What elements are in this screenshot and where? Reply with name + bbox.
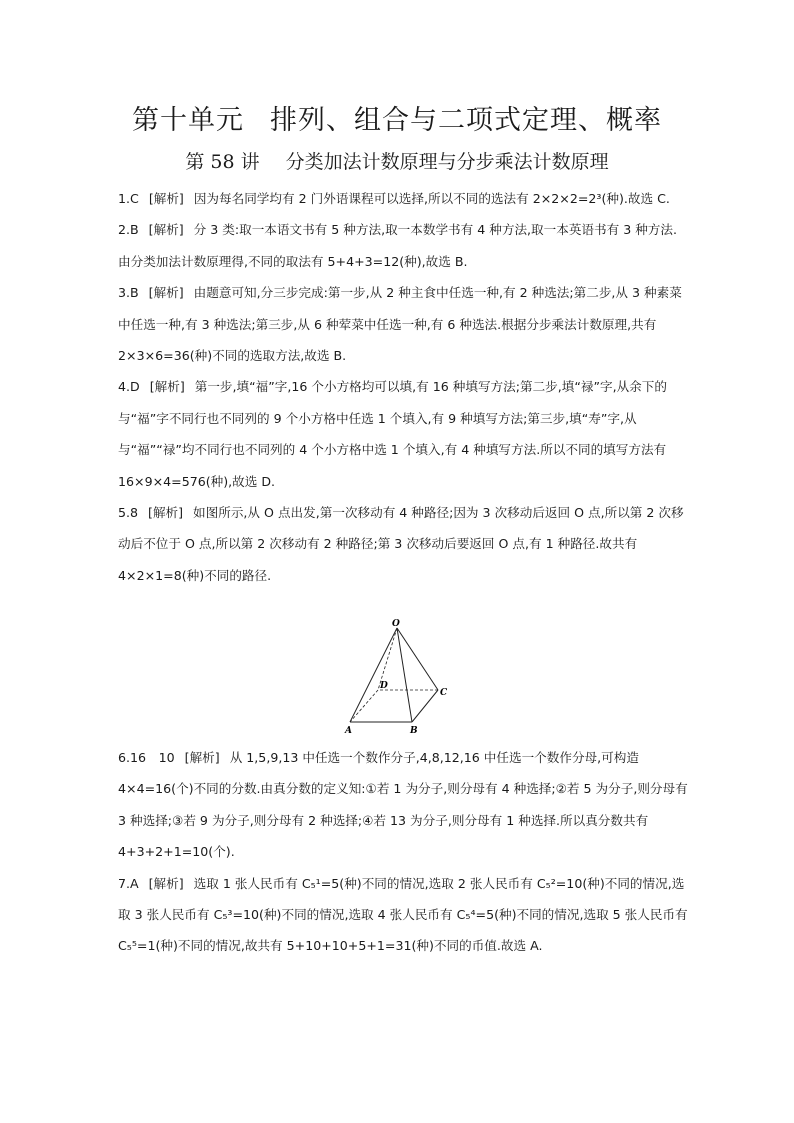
edge-oc [397,628,438,690]
edge-bc [412,690,438,722]
analysis-tag: [解析] [148,191,184,206]
answer-text: 因为每名同学均有 2 门外语课程可以选择,所以不同的选法有 2×2×2=2³(种).故选 C. [193,191,670,206]
answer-id: 7.A [118,875,139,891]
analysis-tag: [解析] [149,379,185,395]
answer-id: 3.B [118,285,139,301]
answer-id: 5.8 [118,505,139,521]
unit-title [0,98,794,137]
answer-text: 从 1,5,9,13 中任选一个数作分子,4,8,12,16 中任选一个数作分母,可构造 4×4=16(个)不同的分数.由真分数的定义知:①若 1 为分子,则分母有 4 种选择;②若 5 为分子,则分母有 3 种选择;③若 9 为分子,则分母有 2 种选择;④若 13 为分子,则分母有 1 种选择.所以真分数共有 4+3+2+1=10(个). [118,750,688,860]
edge-ob [397,628,412,722]
answer-text: 分 3 类:取一本语文书有 5 种方法,取一本数学书有 4 种方法,取一本英语书有 3 种方法.由分类加法计数原理得,不同的取法有 5+4+3=12(种),故选 B. [118,222,678,269]
answer-id: 2.B [118,222,139,238]
edge-oa [350,628,397,722]
answer-item [118,497,688,591]
answer-text: 选取 1 张人民币有 C₅¹=5(种)不同的情况,选取 2 张人民币有 C₅²=10(种)不同的情况,选取 3 张人民币有 C₅³=10(种)不同的情况,选取 4 张人民币有 C₅⁴=5(种)不同的情况,选取 5 张人民币有 C₅⁵=1(种)不同的情况,故共有 5+10+10+5+1=31(种)不同的币值.故选 A. [118,875,688,954]
answer-item [118,371,688,497]
answer-item [118,277,688,371]
vertex-label-b: B [410,726,418,736]
answer-text: 由题意可知,分三步完成:第一步,从 2 种主食中任选一种,有 2 种选法;第二步,从 3 种素菜中任选一种,有 3 种选法;第三步,从 6 种荤菜中任选一种,有 6 种选法.根据分步乘法计数原理,共有 2×3×6=36(种)不同的选取方法,故选 B. [118,285,682,364]
analysis-tag: [解析] [184,750,220,765]
unit-title-topic: 排列、组合与二项式定理、概率 [270,105,662,136]
pyramid-diagram [340,618,454,738]
answer-item [118,742,688,868]
lecture-name: 分类加法计数原理与分步乘法计数原理 [285,151,609,173]
lecture-number: 第 58 讲 [185,151,260,173]
answer-id: 1.C [118,191,139,206]
vertex-label-o: O [392,619,400,629]
analysis-tag: [解析] [148,875,184,891]
analysis-tag: [解析] [148,505,184,521]
answer-text: 如图所示,从 O 点出发,第一次移动有 4 种路径;因为 3 次移动后返回 O 点,所以第 2 次移动后不位于 O 点,所以第 2 次移动有 2 种路径;第 3 次移动后要返回 O 点,有 1 种路径.故共有 4×2×1=8(种)不同的路径. [118,505,684,583]
answer-id: 4.D [118,379,140,395]
vertex-label-c: C [440,688,448,698]
answer-item [118,214,688,277]
answer-id: 6.16 10 [118,750,175,765]
pyramid-figure [340,618,454,738]
answer-list-continued [118,742,688,962]
unit-title-number: 第十单元 [132,105,244,136]
vertex-label-d: D [380,681,388,691]
answer-item [118,868,688,962]
answer-item [118,183,688,214]
answer-list [118,183,688,591]
analysis-tag: [解析] [148,285,184,301]
vertex-label-a: A [345,726,352,736]
analysis-tag: [解析] [148,222,184,238]
lecture-title [0,147,794,174]
answer-text: 第一步,填“福”字,16 个小方格均可以填,有 16 种填写方法;第二步,填“禄”字,从余下的与“福”字不同行也不同列的 9 个小方格中任选 1 个填入,有 9 种填写方法;第三步,填“寿”字,从与“福”“禄”均不同行也不同列的 4 个小方格中选 1 个填入,有 4 种填写方法.所以不同的填写方法有 16×9×4=576(种),故选 D. [118,379,667,489]
